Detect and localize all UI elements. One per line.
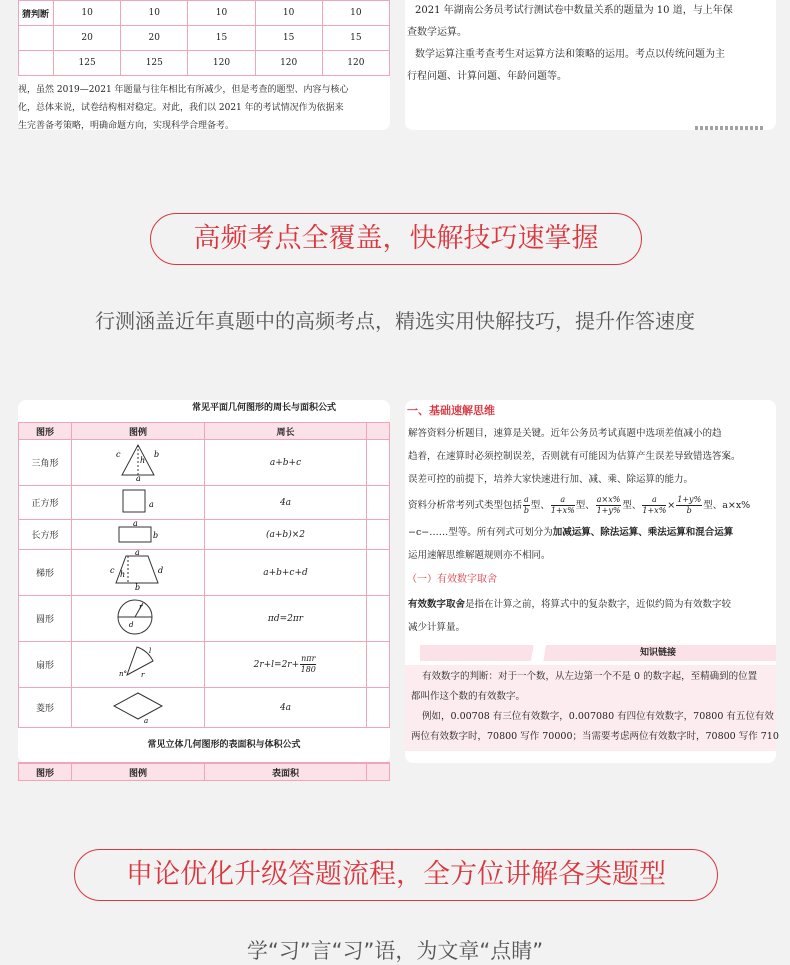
data-analysis-card: 一、基础速解思维 解答资料分析题目，速算是关键。近年公务员考试真题中选项差值减小的趋 趋着，在速算时必须控制误差，否则就有可能因为估算产生误差导致错选答案。 误差可控的前提下，培养大家快速进行加、减、乘、除运算的能力。 资料分析常考列式类型包括 $\frac{a}{b}$ 型、 $\frac{a}{1+x\%}$ 型、 $\frac{a\times x\%}{1+y\%}$ 型、 $\frac{a}{1+x\%}$ × $\frac{1+y\%}{b}$ 型、a×x% −c−……型等。所有列式可划分为加减运算、除法运算、乘法运算和混合运算 运用速解思维解题规则亦不相同。 （一）有效数字取舍 有效数字取舍是指在计算之前，将算式中的复杂数字，近似约简为有效数字较 减少计算量。 知识链接 有效数字的判断：对于一个数，从左边第一个不是 0 的数字起，至精确到的位置 都叫作这个数的有效数字。 例如，0.00708 有三位有效数字，0.007080 有四位有效数字，70800 有五位有效 两位有效数字时，70800 写作 70000；当需要考虑两位有效数字时，70800 写作 710 xyxy=(405,400,776,763)
col-header-perimeter: 周长 xyxy=(205,423,367,440)
exam-stats-table xyxy=(18,0,390,76)
svg-text:n°: n° xyxy=(119,670,128,678)
feature-subtitle-2: 学“习”言“习”语，为文章“点睛” xyxy=(246,939,544,963)
rhombus-figure xyxy=(72,688,205,728)
sector-figure xyxy=(72,642,205,688)
table-cell xyxy=(19,26,54,51)
table-cell: 10 xyxy=(322,1,389,26)
col-header-cut xyxy=(367,423,390,440)
svg-text:b: b xyxy=(153,531,159,540)
cut-off-text-line xyxy=(695,126,765,130)
knowledge-box: 有效数字的判断：对于一个数，从左边第一个不是 0 的数字起，至精确到的位置 都叫作这个数的有效数字。 例如，0.00708 有三位有效数字，0.007080 有四位有效数字，70800 有五位有效 两位有效数字时，70800 写作 70000；当需要考虑两位有效数字时，70800 写作 710 xyxy=(405,665,776,751)
svg-text:h: h xyxy=(140,456,146,465)
table-cell: 15 xyxy=(322,26,389,51)
solid-table-title: 常见立体几何图形的表面积与体积公式 xyxy=(18,728,390,763)
svg-text:h: h xyxy=(120,570,126,579)
feature-banner-2: 申论优化升级答题流程，全方位讲解各类题型 xyxy=(74,849,718,901)
geometry-formula-card xyxy=(18,400,390,779)
quantity-relation-paragraph: 2021 年湖南公务员考试行测试卷中数量关系的题量为 10 道，与上年保 查数学运算。 数学运算注重考查考生对运算方法和策略的运用。考点以传统问题为主 行程问题、计算问题、年龄问题等。 xyxy=(407,5,733,82)
feature-subtitle-1: 行测涵盖近年真题中的高频考点，精选实用快解技巧，提升作答速度 xyxy=(95,309,695,333)
svg-text:c: c xyxy=(110,566,115,575)
col-header-shape: 图形 xyxy=(19,423,72,440)
svg-text:d: d xyxy=(129,621,134,629)
table-row: 梯形 a c h d b a+b+c+d xyxy=(19,550,390,596)
subsection-heading: （一）有效数字取舍 xyxy=(407,574,497,585)
table-row xyxy=(19,1,390,26)
table-cell: 20 xyxy=(54,26,121,51)
svg-text:b: b xyxy=(154,450,160,459)
exam-stats-card xyxy=(18,0,390,130)
svg-text:a: a xyxy=(135,548,140,557)
svg-text:b: b xyxy=(135,583,141,592)
section-heading: 一、基础速解思维 xyxy=(407,404,495,417)
table-cell: 15 xyxy=(255,26,322,51)
table-cell: 125 xyxy=(121,51,188,76)
table-cell: 10 xyxy=(54,1,121,26)
svg-text:r: r xyxy=(141,671,145,679)
circle-figure xyxy=(72,596,205,642)
svg-text:a: a xyxy=(136,474,141,483)
table-cell: 120 xyxy=(322,51,389,76)
table-cell: 15 xyxy=(188,26,255,51)
square-figure xyxy=(72,486,205,520)
svg-text:c: c xyxy=(116,450,121,459)
table-cell: 120 xyxy=(188,51,255,76)
table-row: 圆形 r d πd=2πr xyxy=(19,596,390,642)
table-cell xyxy=(19,51,54,76)
table-cell: 20 xyxy=(121,26,188,51)
geometry-table-title: 常见平面几何图形的周长与面积公式 xyxy=(191,403,336,413)
svg-text:l: l xyxy=(149,647,152,655)
table-cell: 120 xyxy=(255,51,322,76)
svg-text:d: d xyxy=(158,566,164,575)
table-cell: 125 xyxy=(54,51,121,76)
exam-stats-paragraph: 视，虽然 2019—2021 年题量与往年相比有所减少，但是考查的题型、内容与核心 化，总体来说，试卷结构相对稳定。对此，我们以 2021 年的考试情况作为依据来 生完善备考策略，明确命题方向，实现科学合理备考。 xyxy=(18,85,349,131)
table-row: 菱形 a 4a xyxy=(19,688,390,728)
svg-text:a: a xyxy=(133,519,138,528)
triangle-figure xyxy=(72,440,205,486)
table-row: 扇形 l n° r 2r+l=2r+ $\frac{\text{nπr}}{180}$ xyxy=(19,642,390,688)
table-row xyxy=(19,26,390,51)
geometry-formula-table xyxy=(18,422,390,728)
table-cell: 猜判断 xyxy=(19,1,54,26)
trapezoid-figure xyxy=(72,550,205,596)
svg-text:r: r xyxy=(139,603,143,611)
table-cell: 10 xyxy=(121,1,188,26)
table-row xyxy=(19,51,390,76)
svg-text:a: a xyxy=(149,500,154,509)
formula-types-line: 资料分析常考列式类型包括 $\frac{a}{b}$ 型、 $\frac{a}{1+x\%}$ 型、 $\frac{a\times x\%}{1+y\%}$ 型、 $\frac{a}{1+x\%}$ × $\frac{1+y\%}{b}$ 型、a×x% xyxy=(408,495,751,515)
table-cell: 10 xyxy=(255,1,322,26)
table-row: 三角形 c h b a a+b+c xyxy=(19,440,390,486)
table-cell: 10 xyxy=(188,1,255,26)
table-row: 长方形 a b (a+b)×2 xyxy=(19,520,390,550)
knowledge-link-label: 知识链接 xyxy=(540,645,776,661)
solid-formula-table: 图形 图例 表面积 xyxy=(18,763,390,781)
col-header-figure: 图例 xyxy=(72,423,205,440)
rectangle-figure xyxy=(72,520,205,550)
quantity-relation-card xyxy=(405,0,776,130)
feature-banner-1: 高频考点全覆盖，快解技巧速掌握 xyxy=(150,213,642,265)
table-row: 正方形 a 4a xyxy=(19,486,390,520)
svg-text:a: a xyxy=(144,717,149,725)
